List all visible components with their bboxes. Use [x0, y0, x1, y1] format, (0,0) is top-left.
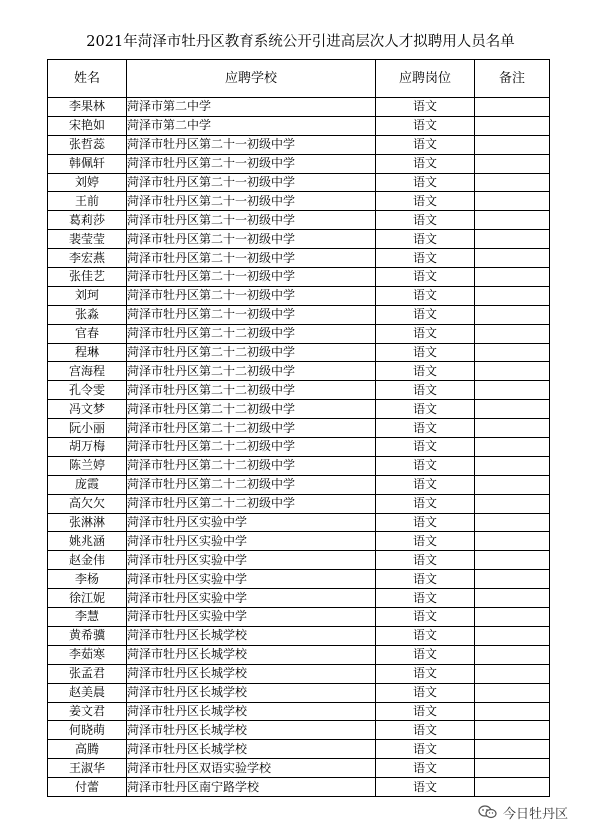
cell-post: 语文	[376, 721, 475, 740]
cell-school: 菏泽市牡丹区第二十二初级中学	[127, 475, 376, 494]
cell-note	[475, 570, 550, 589]
cell-note	[475, 721, 550, 740]
roster-table	[47, 59, 550, 797]
cell-name: 胡万梅	[48, 438, 127, 457]
cell-post: 语文	[376, 513, 475, 532]
cell-name: 裴莹莹	[48, 230, 127, 249]
cell-name: 张淼	[48, 305, 127, 324]
cell-post: 语文	[376, 608, 475, 627]
header-row	[48, 60, 550, 98]
cell-note	[475, 778, 550, 797]
header-note: 备注	[475, 60, 550, 98]
cell-note	[475, 135, 550, 154]
table-row	[48, 759, 550, 778]
cell-name: 刘婷	[48, 173, 127, 192]
cell-name: 葛莉莎	[48, 211, 127, 230]
table-row	[48, 513, 550, 532]
cell-post: 语文	[376, 570, 475, 589]
cell-name: 徐江妮	[48, 589, 127, 608]
cell-note	[475, 249, 550, 268]
cell-school: 菏泽市牡丹区实验中学	[127, 608, 376, 627]
cell-school: 菏泽市牡丹区第二十一初级中学	[127, 192, 376, 211]
table-row	[48, 456, 550, 475]
cell-note	[475, 532, 550, 551]
cell-name: 宫海程	[48, 362, 127, 381]
cell-name: 程琳	[48, 343, 127, 362]
cell-note	[475, 362, 550, 381]
cell-post: 语文	[376, 305, 475, 324]
table-row	[48, 532, 550, 551]
table-row	[48, 268, 550, 287]
cell-note	[475, 116, 550, 135]
cell-post: 语文	[376, 759, 475, 778]
cell-name: 高腾	[48, 740, 127, 759]
cell-note	[475, 456, 550, 475]
cell-note	[475, 154, 550, 173]
cell-post: 语文	[376, 135, 475, 154]
cell-school: 菏泽市牡丹区长城学校	[127, 740, 376, 759]
cell-note	[475, 98, 550, 117]
table-row	[48, 135, 550, 154]
cell-post: 语文	[376, 551, 475, 570]
cell-note	[475, 211, 550, 230]
cell-note	[475, 494, 550, 513]
cell-post: 语文	[376, 456, 475, 475]
cell-post: 语文	[376, 589, 475, 608]
table-row	[48, 645, 550, 664]
cell-school: 菏泽市牡丹区第二十二初级中学	[127, 343, 376, 362]
cell-post: 语文	[376, 438, 475, 457]
cell-school: 菏泽市牡丹区第二十一初级中学	[127, 305, 376, 324]
cell-name: 黄希骥	[48, 626, 127, 645]
cell-post: 语文	[376, 532, 475, 551]
cell-school: 菏泽市牡丹区第二十一初级中学	[127, 230, 376, 249]
cell-post: 语文	[376, 154, 475, 173]
table-row	[48, 400, 550, 419]
table-row	[48, 154, 550, 173]
table-row	[48, 249, 550, 268]
cell-school: 菏泽市牡丹区第二十一初级中学	[127, 173, 376, 192]
cell-note	[475, 475, 550, 494]
cell-post: 语文	[376, 626, 475, 645]
cell-name: 宋艳如	[48, 116, 127, 135]
cell-post: 语文	[376, 192, 475, 211]
cell-note	[475, 664, 550, 683]
table-row	[48, 740, 550, 759]
cell-name: 付蕾	[48, 778, 127, 797]
table-row	[48, 343, 550, 362]
cell-post: 语文	[376, 211, 475, 230]
table-row	[48, 589, 550, 608]
cell-note	[475, 626, 550, 645]
roster-body	[48, 98, 550, 797]
cell-school: 菏泽市牡丹区实验中学	[127, 532, 376, 551]
cell-note	[475, 419, 550, 438]
cell-note	[475, 192, 550, 211]
cell-school: 菏泽市牡丹区第二十一初级中学	[127, 268, 376, 287]
table-row	[48, 362, 550, 381]
cell-school: 菏泽市牡丹区实验中学	[127, 589, 376, 608]
cell-school: 菏泽市牡丹区实验中学	[127, 551, 376, 570]
cell-post: 语文	[376, 778, 475, 797]
cell-note	[475, 305, 550, 324]
cell-post: 语文	[376, 494, 475, 513]
cell-name: 李茹寒	[48, 645, 127, 664]
cell-school: 菏泽市牡丹区长城学校	[127, 702, 376, 721]
cell-note	[475, 230, 550, 249]
cell-post: 语文	[376, 324, 475, 343]
cell-name: 李果林	[48, 98, 127, 117]
table-row	[48, 230, 550, 249]
cell-note	[475, 343, 550, 362]
cell-post: 语文	[376, 362, 475, 381]
cell-post: 语文	[376, 683, 475, 702]
cell-note	[475, 324, 550, 343]
cell-school: 菏泽市牡丹区第二十二初级中学	[127, 381, 376, 400]
cell-note	[475, 381, 550, 400]
cell-name: 张孟君	[48, 664, 127, 683]
cell-school: 菏泽市牡丹区第二十二初级中学	[127, 494, 376, 513]
cell-school: 菏泽市第二中学	[127, 116, 376, 135]
cell-note	[475, 608, 550, 627]
table-row	[48, 551, 550, 570]
table-row	[48, 683, 550, 702]
cell-post: 语文	[376, 230, 475, 249]
cell-school: 菏泽市第二中学	[127, 98, 376, 117]
table-row	[48, 702, 550, 721]
cell-post: 语文	[376, 400, 475, 419]
cell-name: 姚兆涵	[48, 532, 127, 551]
cell-note	[475, 513, 550, 532]
cell-post: 语文	[376, 664, 475, 683]
cell-name: 赵金伟	[48, 551, 127, 570]
cell-note	[475, 286, 550, 305]
cell-post: 语文	[376, 645, 475, 664]
table-row	[48, 778, 550, 797]
cell-school: 菏泽市牡丹区实验中学	[127, 513, 376, 532]
cell-name: 阮小丽	[48, 419, 127, 438]
cell-name: 王前	[48, 192, 127, 211]
cell-name: 张哲蕊	[48, 135, 127, 154]
cell-post: 语文	[376, 475, 475, 494]
cell-school: 菏泽市牡丹区长城学校	[127, 721, 376, 740]
table-row	[48, 419, 550, 438]
wechat-icon	[478, 805, 498, 819]
watermark	[478, 800, 568, 824]
cell-school: 菏泽市牡丹区第二十二初级中学	[127, 324, 376, 343]
cell-name: 张佳艺	[48, 268, 127, 287]
cell-name: 刘珂	[48, 286, 127, 305]
header-name: 姓名	[48, 60, 127, 98]
cell-school: 菏泽市牡丹区实验中学	[127, 570, 376, 589]
cell-post: 语文	[376, 286, 475, 305]
cell-name: 姜文君	[48, 702, 127, 721]
cell-post: 语文	[376, 740, 475, 759]
table-row	[48, 381, 550, 400]
cell-school: 菏泽市牡丹区第二十一初级中学	[127, 211, 376, 230]
cell-post: 语文	[376, 249, 475, 268]
cell-post: 语文	[376, 702, 475, 721]
cell-name: 赵美晨	[48, 683, 127, 702]
cell-note	[475, 702, 550, 721]
cell-note	[475, 400, 550, 419]
cell-post: 语文	[376, 381, 475, 400]
table-row	[48, 305, 550, 324]
header-post: 应聘岗位	[376, 60, 475, 98]
table-row	[48, 570, 550, 589]
cell-note	[475, 551, 550, 570]
cell-post: 语文	[376, 343, 475, 362]
cell-name: 何晓萌	[48, 721, 127, 740]
watermark-text: 今日牡丹区	[503, 806, 569, 822]
cell-post: 语文	[376, 419, 475, 438]
table-row	[48, 494, 550, 513]
cell-school: 菏泽市牡丹区长城学校	[127, 626, 376, 645]
table-row	[48, 438, 550, 457]
cell-name: 孔令雯	[48, 381, 127, 400]
header-school: 应聘学校	[127, 60, 376, 98]
cell-note	[475, 759, 550, 778]
cell-name: 王淑华	[48, 759, 127, 778]
table-row	[48, 211, 550, 230]
table-row	[48, 286, 550, 305]
cell-note	[475, 683, 550, 702]
cell-school: 菏泽市牡丹区长城学校	[127, 664, 376, 683]
cell-school: 菏泽市牡丹区双语实验学校	[127, 759, 376, 778]
cell-name: 韩佩轩	[48, 154, 127, 173]
cell-school: 菏泽市牡丹区第二十一初级中学	[127, 135, 376, 154]
cell-post: 语文	[376, 116, 475, 135]
table-row	[48, 608, 550, 627]
table-row	[48, 173, 550, 192]
table-row	[48, 98, 550, 117]
cell-school: 菏泽市牡丹区长城学校	[127, 683, 376, 702]
cell-school: 菏泽市牡丹区第二十一初级中学	[127, 249, 376, 268]
cell-school: 菏泽市牡丹区南宁路学校	[127, 778, 376, 797]
page-title: 2021年菏泽市牡丹区教育系统公开引进高层次人才拟聘用人员名单	[86, 34, 515, 50]
cell-note	[475, 268, 550, 287]
cell-school: 菏泽市牡丹区第二十二初级中学	[127, 438, 376, 457]
cell-name: 高欠欠	[48, 494, 127, 513]
table-row	[48, 475, 550, 494]
cell-name: 李宏燕	[48, 249, 127, 268]
cell-note	[475, 740, 550, 759]
cell-note	[475, 173, 550, 192]
cell-school: 菏泽市牡丹区第二十二初级中学	[127, 362, 376, 381]
cell-post: 语文	[376, 268, 475, 287]
cell-name: 张淋淋	[48, 513, 127, 532]
cell-school: 菏泽市牡丹区第二十一初级中学	[127, 286, 376, 305]
table-row	[48, 664, 550, 683]
cell-school: 菏泽市牡丹区长城学校	[127, 645, 376, 664]
cell-school: 菏泽市牡丹区第二十一初级中学	[127, 154, 376, 173]
cell-note	[475, 589, 550, 608]
cell-note	[475, 645, 550, 664]
table-row	[48, 192, 550, 211]
table-row	[48, 324, 550, 343]
cell-post: 语文	[376, 98, 475, 117]
table-row	[48, 116, 550, 135]
cell-name: 冯文梦	[48, 400, 127, 419]
cell-school: 菏泽市牡丹区第二十二初级中学	[127, 456, 376, 475]
cell-school: 菏泽市牡丹区第二十二初级中学	[127, 419, 376, 438]
cell-name: 官春	[48, 324, 127, 343]
cell-name: 陈兰婷	[48, 456, 127, 475]
cell-name: 李杨	[48, 570, 127, 589]
cell-name: 庞霞	[48, 475, 127, 494]
cell-note	[475, 438, 550, 457]
cell-name: 李慧	[48, 608, 127, 627]
table-row	[48, 626, 550, 645]
cell-school: 菏泽市牡丹区第二十二初级中学	[127, 400, 376, 419]
cell-post: 语文	[376, 173, 475, 192]
table-row	[48, 721, 550, 740]
